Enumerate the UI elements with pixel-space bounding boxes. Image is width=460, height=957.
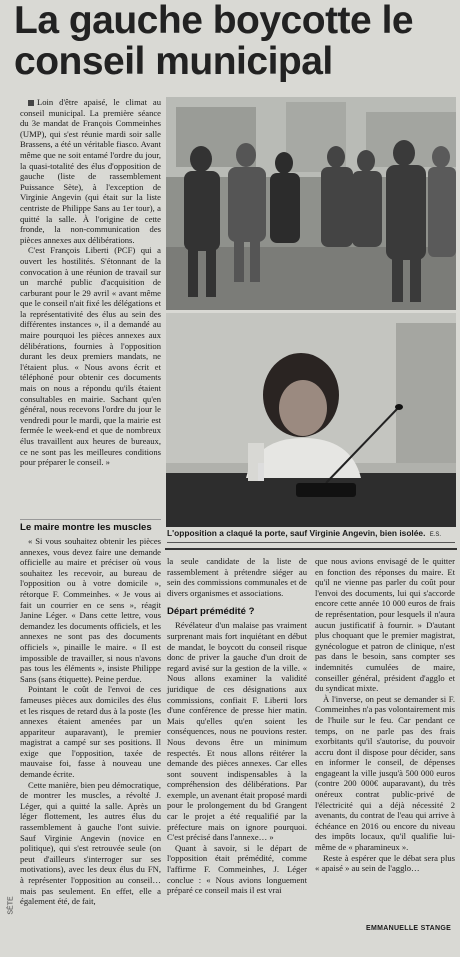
subhead-depart: Départ prémédité ?	[167, 606, 255, 618]
intro-paragraph-1: Loin d'être apaisé, le climat au conseil municipal. La première séance du 3e mandat de François Commeinhes (UMP), qui s'est réunie mardi soir salle Brassens, a été un véritable fiasco. Avant même que ne soit entamé l'ordre du jour, la quasi-totalité des élus d'opposition de gauche (liste de rassemblement Puissance Sète), à l'exception de Virginie Angevin (qui était sur la liste centriste de Philippe Sans au 1er tour), a quitté la salle. À l'origine de cette fronde, la non-communication des pièces annexes aux délibérations.	[20, 97, 161, 245]
headline-line-1: La gauche boycotte le	[14, 0, 414, 42]
byline: EMMANUELLE STANGE	[366, 925, 452, 932]
headline	[14, 0, 454, 82]
headline-line-2: conseil municipal	[14, 40, 333, 83]
intro-paragraph-2: C'est François Liberti (PCF) qui a ouvert les hostilités. S'étonnant de la convocation à une réunion de travail sur un marché public d'acquisition de carburant pour le 29 avril « avant même que le conseil n'ait fixé les délégations et la représentativité des élus au sein des différentes instances », il a demandé au maire pourquoi les pièces annexes aux délibérations, fournies à l'opposition durant les deux premiers mandats, ne l'étaient plus. « Nous avons écrit et téléphoné pour obtenir ces documents mais on nous a répondu qu'ils étaient consultables en mairie. Sachant qu'en général, nous recevons l'ordre du jour le vendredi pour le mardi, que la mairie est fermée le week-end et que de nombreux élus travaillent aux heures de bureaux, ce ne sont pas les meilleures conditions pour préparer le conseil. »	[20, 245, 161, 468]
caption-text: L'opposition a claqué la porte, sauf Virginie Angevin, bien isolée.	[167, 528, 426, 538]
col2-paragraph-2: Révélateur d'un malaise pas vraiment surprenant mais fort inquiétant en début de mandat, le boycott du conseil risque donc de priver la gauche d'un droit de regard avisé sur la gestion de la ville. « Nous allons examiner la validité juridique de ces désignations aux commissions, confiait F. Liberti lors d'une conférence de presse hier matin. Mais qu'elles qu'en soient les conséquences, nous ne pouvions rester. Nous devons être un minimum respectés. Et nous allons réitérer la demande des pièces annexes. Car elles sont souvent indispensables à la compréhension des délibérations. Par exemple, un avenant était proposé mardi pour le prolongement du bd Grangent car le projet a été requalifié par la préfecture mais on ignore pourquoi. C'est précisé dans l'annexe… »	[167, 620, 307, 843]
col1-paragraph-1: « Si vous souhaitez obtenir les pièces annexes, vous devez faire une demande officielle au maire et préciser où vous souhaitez les recevoir, au bureau de l'opposition ou à votre domicile », rétorque F. Commeinhes. « Je vous ai fait un courrier en ce sens », réagit Janine Léger. « Dans cette lettre, vous demandez les documents officiels, et les annexes ne sont pas des documents officiels », pinaille le maire. « Il est impossible de travailler, si nous n'avons pas tous les éléments », insiste Philippe Sans (sans étiquette). Peine perdue.	[20, 536, 161, 684]
col2-paragraph-3: Quant à savoir, si le départ de l'opposition était prémédité, comme l'affirme F. Commeinhes, J. Léger conclue : « Nous avions longuement préparé ce conseil mais il est vrai	[167, 842, 307, 896]
column-3	[315, 556, 455, 874]
col2-paragraph-1: la seule candidate de la liste de rassemblement à prétendre siéger au sein des commissions communales et de divers organismes et associations.	[167, 556, 307, 598]
col3-paragraph-1: que nous avions envisagé de le quitter en fonction des réponses du maire. Et qu'il ne vienne pas parler du coût pour l'envoi des documents, lui qui s'accorde encore cette année 10 000 euros de frais de représentation, pour lesquels il n'aura aucun justificatif à fournir. » D'autant plus choquant que le premier magistrat, gynécologue et patron de clinique, n'est pas dans le besoin, sans compter ses indemnités cumulées de maire, conseiller général, président d'agglo et du syndicat mixte.	[315, 556, 455, 694]
column-1-intro	[20, 97, 161, 468]
photo-virginie-angevin	[166, 313, 456, 527]
square-bullet-icon	[28, 100, 34, 106]
column-1-lower	[20, 513, 161, 907]
section-divider	[165, 548, 457, 550]
subhead-muscles: Le maire montre les muscles	[20, 519, 161, 534]
col1-paragraph-3: Cette manière, bien peu démocratique, de montrer les muscles, a révolté J. Léger, qui a quitté la salle. Après un léger flottement, les autres élus du rassemblement à gauche l'ont suivie. Sauf Virginie Angevin (novice en politique), qui s'est retrouvée seule (on peut d'ailleurs s'interroger sur ses motivations), avec les deux élus du FN, à représenter l'opposition au conseil… mais pas seulement. En effet, elle a également été, de fait,	[20, 779, 161, 907]
photo-group	[166, 97, 456, 310]
folio: SÈTE	[7, 896, 15, 915]
col3-paragraph-3: Reste à espérer que le débat sera plus « apaisé » au sein de l'agglo…	[315, 852, 455, 874]
photo-caption	[167, 528, 455, 543]
col3-paragraph-2: À l'inverse, on peut se demander si F. Commeinhes n'a pas volontairement mis de l'huile sur le feu. Car pendant ce temps, on ne parle pas des frais exorbitants qu'il s'autorise, du pouvoir accru dont il dispose pour décider, sans en informer le conseil, de dépenses engageant la ville jusqu'à 500 000 euros (contre 200 000€ auparavant), du très onéreux contrat public-privé de l'électricité qui a déjà nécessité 2 avenants, du contrat de l'eau qui arrive à échéance en 2016 ou encore du niveau des impôts locaux, qu'il qualifie lui-même de « pharamineux ».	[315, 693, 455, 853]
col1-paragraph-2: Pointant le coût de l'envoi de ces fameuses pièces aux domiciles des élus et les risques de retard dus à la poste (les annexes étaient amenées par un appariteur auparavant), le premier magistrat a campé sur ses positions. Il exige que l'opposition, taxée de mauvaise foi, fasse à nouveau une demande écrite.	[20, 684, 161, 780]
column-2	[167, 556, 307, 896]
photo-credit: E.S.	[429, 532, 442, 538]
